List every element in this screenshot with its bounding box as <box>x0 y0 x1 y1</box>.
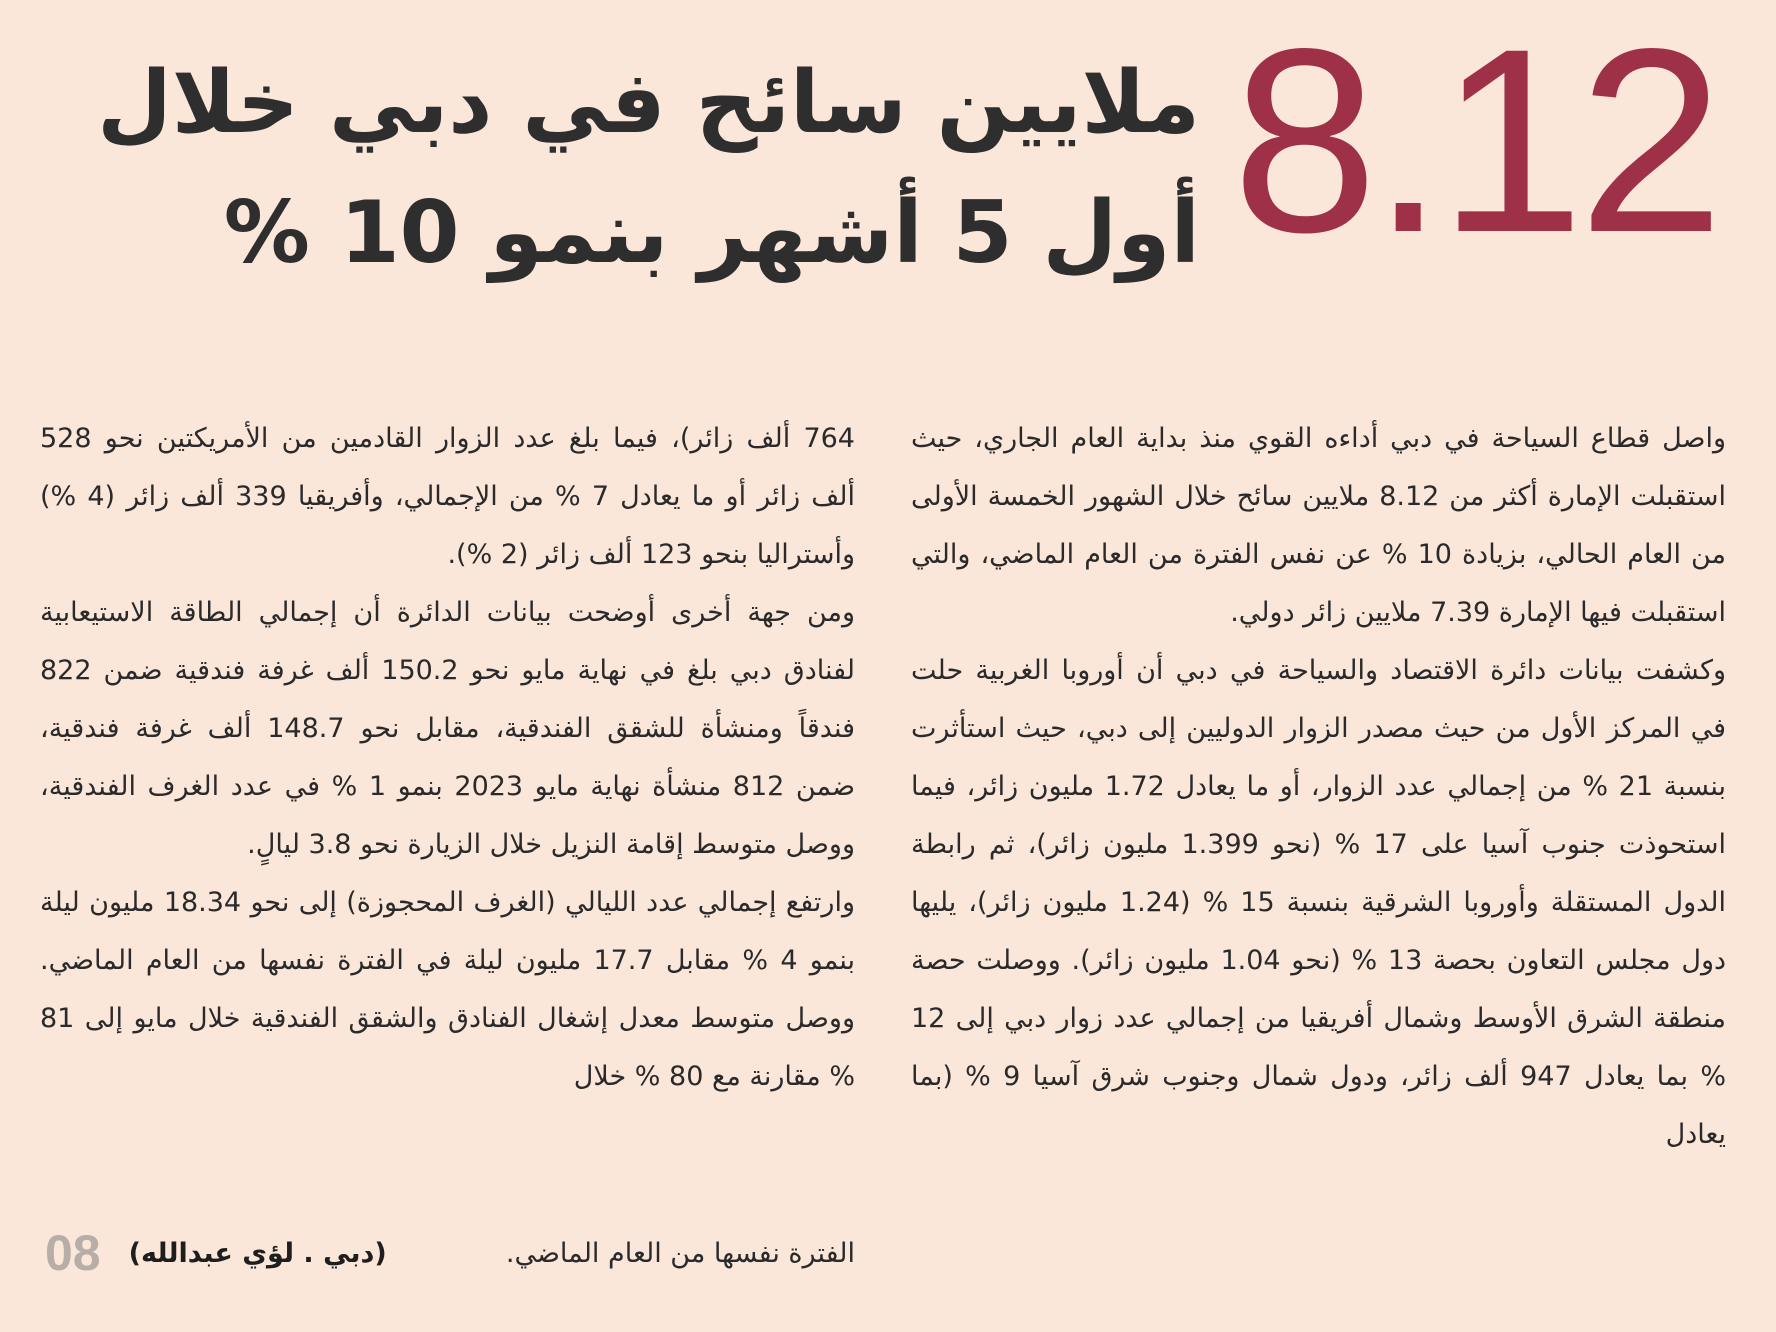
headline-line-1: ملايين سائح في دبي خلال <box>97 53 1200 153</box>
headline-number: 8.12 <box>1232 0 1718 287</box>
headline <box>60 38 1200 298</box>
paragraph: ومن جهة أخرى أوضحت بيانات الدائرة أن إجمالي الطاقة الاستيعابية لفنادق دبي بلغ في نهاية مايو نحو 150.2 ألف غرفة فندقية ضمن 822 فندقاً ومنشأة للشقق الفندقية، مقابل نحو 148.7 ألف غرفة فندقية، ضمن 812 منشأة نهاية مايو 2023 بنمو 1 % في عدد الغرف الفندقية، ووصل متوسط إقامة النزيل خلال الزيارة نحو 3.8 ليالٍ. <box>40 597 856 860</box>
paragraph: وكشفت بيانات دائرة الاقتصاد والسياحة في دبي أن أوروبا الغربية حلت في المركز الأول من حيث مصدر الزوار الدوليين إلى دبي، حيث استأثرت بنسبة 21 % من إجمالي عدد الزوار، أو ما يعادل 1.72 مليون زائر، فيما استحوذت جنوب آسيا على 17 % (نحو 1.399 مليون زائر)، ثم رابطة الدول المستقلة وأوروبا الشرقية بنسبة 15 % (1.24 مليون زائر)، يليها دول مجلس التعاون بحصة 13 % (نحو 1.04 مليون زائر). ووصلت حصة منطقة الشرق الأوسط وشمال أفريقيا من إجمالي عدد زوار دبي إلى 12 % بما يعادل 947 ألف زائر، ودول شمال وجنوب شرق آسيا 9 % (بما يعادل <box>911 655 1727 1150</box>
paragraph: 764 ألف زائر)، فيما بلغ عدد الزوار القادمين من الأمريكتين نحو 528 ألف زائر أو ما يعادل 7 % من الإجمالي، وأفريقيا 339 ألف زائر (4 %) وأستراليا بنحو 123 ألف زائر (2 %). <box>40 423 855 570</box>
headline-line-2: أول 5 أشهر بنمو 10 % <box>223 183 1200 283</box>
byline: (دبي . لؤي عبدالله) <box>128 1237 387 1269</box>
paragraph: وارتفع إجمالي عدد الليالي (الغرف المحجوزة) إلى نحو 18.34 مليون ليلة بنمو 4 % مقابل 17.7 مليون ليلة في الفترة نفسها من العام الماضي. ووصل متوسط معدل إشغال الفنادق والشقق الفندقية خلال مايو إلى 81 % مقارنة مع 80 % خلال <box>40 887 855 1092</box>
article-column-left <box>40 410 855 1106</box>
paragraph: واصل قطاع السياحة في دبي أداءه القوي منذ بداية العام الجاري، حيث استقبلت الإمارة أكثر من 8.12 ملايين سائح خلال الشهور الخمسة الأولى من العام الحالي، بزيادة 10 % عن نفس الفترة من العام الماضي، والتي استقبلت فيها الإمارة 7.39 ملايين زائر دولي. <box>911 423 1726 628</box>
article-last-line: الفترة نفسها من العام الماضي. <box>505 1237 855 1269</box>
article-column-right <box>911 410 1726 1164</box>
page-footer <box>45 1223 387 1283</box>
page-number: 08 <box>45 1225 101 1281</box>
